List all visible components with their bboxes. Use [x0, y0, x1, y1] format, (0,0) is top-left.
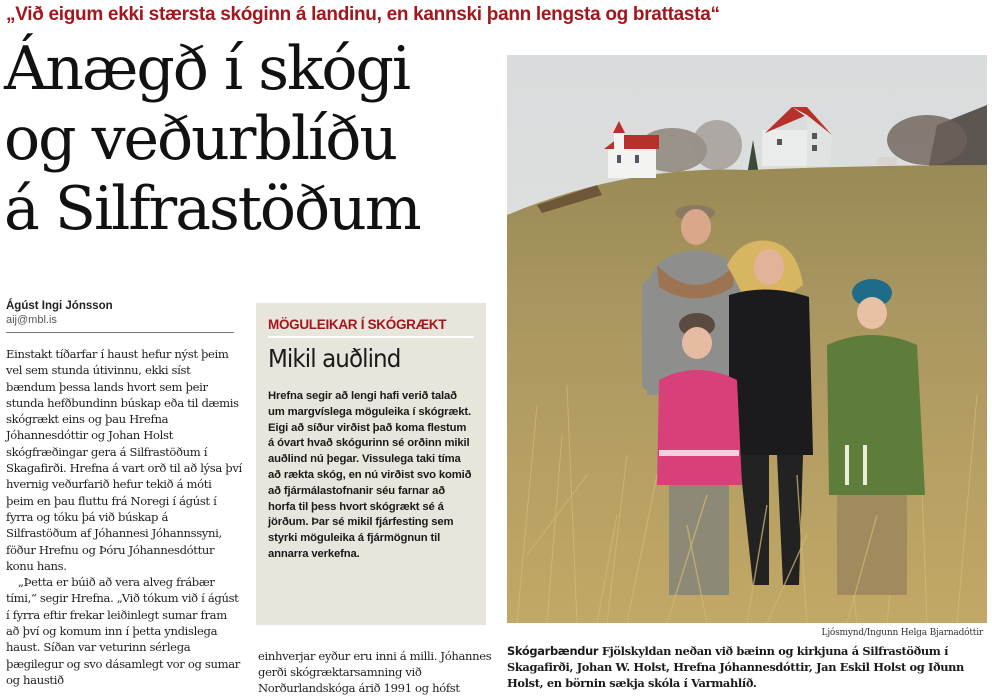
photo-illustration [507, 55, 987, 623]
headline-line: Ánægð í skógi [4, 34, 410, 104]
article-paragraph: „Þetta er búið að vera alveg frábær tími,“ segir Hrefna. „Við tókum við í ágúst í fyrra eftir frekar leiðinlegt sumar fram að því og komum inn í þetta yndislega haust. Síðan var veturinn sérlega þægilegur og svo dásamlegt vor og sumar og haustið [6, 575, 240, 687]
headline-line: á Silfrastöðum [4, 174, 420, 244]
sidebar-text: Hrefna segir að lengi hafi verið talað um margvíslega möguleika í skógrækt. Eigi að síður virðist það koma flestum á óvart hvað skógurinn sé orðinn mikil auðlind nú þegar. Vissulega taki tíma að rækta skóg, en nú virðist svo komið að fjármálastofnanir séu farnar að horfa til þess hvort skógrækt sé á jörðum. Þar sé mikil fjárfesting sem styrki möguleika á fjármögnun til annarra verkefna. [268, 390, 472, 560]
photo-caption [507, 643, 989, 691]
caption-lead: Skógarbændur [507, 644, 599, 658]
caption-text: Fjölskyldan neðan við bæinn og kirkjuna á Silfrastöðum í Skagafirði, Johan W. Holst, Hrefna Jóhannesdóttir, Jan Eskil Holst og Iðunn Holst, en börnin sækja skóla í Varmahlíð. [507, 644, 964, 690]
sidebar-tag: MÖGULEIKAR Í SKÓGRÆKT [268, 317, 474, 338]
article-body-column-1 [6, 346, 242, 688]
author-name: Ágúst Ingi Jónsson [6, 300, 113, 312]
photo-credit: Ljósmynd/Ingunn Helga Bjarnadóttir [821, 628, 983, 638]
article-paragraph: Einstakt tíðarfar í haust hefur nýst þeim vel sem stunda útivinnu, ekki síst bændum þessa lands hvort sem þeir stunda hefðbundinn búskap eða til dæmis skógrækt eins og þau Hrefna Jóhannesdóttir og Johan Holst skógfræðingar gera á Silfrastöðum í Skagafirði. Hrefna á vart orð til að lýsa því hvernig veðurfarið hefur tekið á móti þeim en þau fluttu frá Noregi í ágúst í fyrra og tóku þá við búskap á Silfrastöðum af Jóhannesi Jóhannssyni, föður Hrefnu og Þóru Jóhannesdóttur konu hans. [6, 347, 242, 573]
byline [6, 300, 234, 333]
sidebar-title: Mikil auðlind [268, 344, 401, 373]
author-email[interactable]: aij@mbl.is [6, 314, 57, 326]
article-photo [507, 55, 987, 623]
article-body-column-2: einhverjar eyður eru inni á milli. Jóhannes gerði skógræktarsamning við Norðurlandskóga árið 1991 og hófst [258, 649, 492, 695]
sidebar-box [256, 303, 486, 625]
kicker-quote: „Við eigum ekki stærsta skóginn á landinu, en kannski þann lengsta og brattasta“ [6, 4, 720, 25]
headline [4, 34, 494, 244]
headline-line: og veðurblíðu [4, 104, 397, 174]
